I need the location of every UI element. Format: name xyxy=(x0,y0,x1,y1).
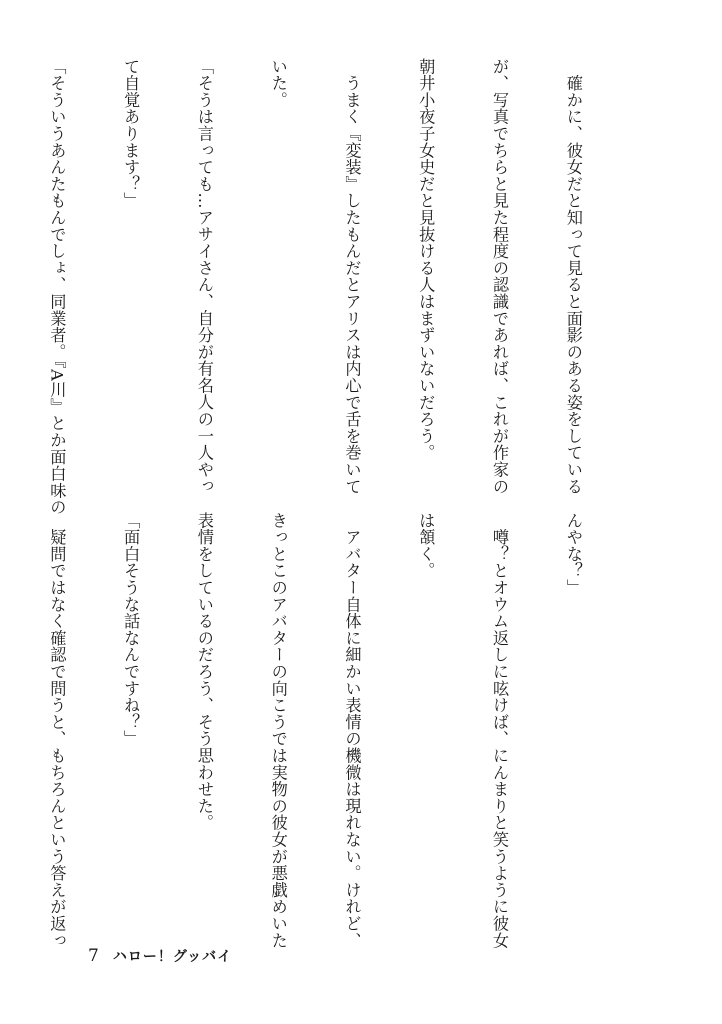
text-line: 朝井小夜子女史だと見抜ける人はまずいないだろう。 xyxy=(416,58,436,462)
text-line: アバター自体に細かい表情の機微は現れない。けれど、 xyxy=(342,512,362,949)
text-line: 確かに、彼女だと知って見ると面影のある姿をしている xyxy=(563,58,583,495)
text-line: 「面白そうな話なんですね？」 xyxy=(121,512,141,748)
text-line: いた。 xyxy=(268,58,288,109)
text-line: 「そういうあんたもんでしょ、同業者。『A川』とか面白味の xyxy=(47,58,67,516)
text-line: 噂？とオウム返しに呟けば、にんまりと笑うように彼女 xyxy=(490,512,510,949)
text-line: は頷く。 xyxy=(416,512,436,580)
text-line: 疑問ではなく確認で問うと、もちろんという答えが返っ xyxy=(47,512,67,949)
text-line: うまく『変装』したもんだとアリスは内心で舌を巻いて xyxy=(342,58,362,495)
text-line: んやな？」 xyxy=(563,512,583,596)
running-title: ハロー！グッバイ xyxy=(112,949,233,965)
upper-text-block xyxy=(47,58,634,516)
page-footer xyxy=(88,946,232,966)
page-number: 7 xyxy=(88,946,99,966)
text-line: が、写真でちらと見た程度の認識であれば、これが作家の xyxy=(490,58,510,495)
text-line: きっとこのアバターの向こうでは実物の彼女が悪戯めいた xyxy=(268,512,288,949)
text-line: て自覚あります？」 xyxy=(121,58,141,210)
text-line: 「そうは言っても…アサイさん、自分が有名人の一人やっ xyxy=(194,58,214,495)
lower-text-block xyxy=(47,512,634,952)
text-line: 表情をしているのだろう、そう思わせた。 xyxy=(194,512,214,832)
